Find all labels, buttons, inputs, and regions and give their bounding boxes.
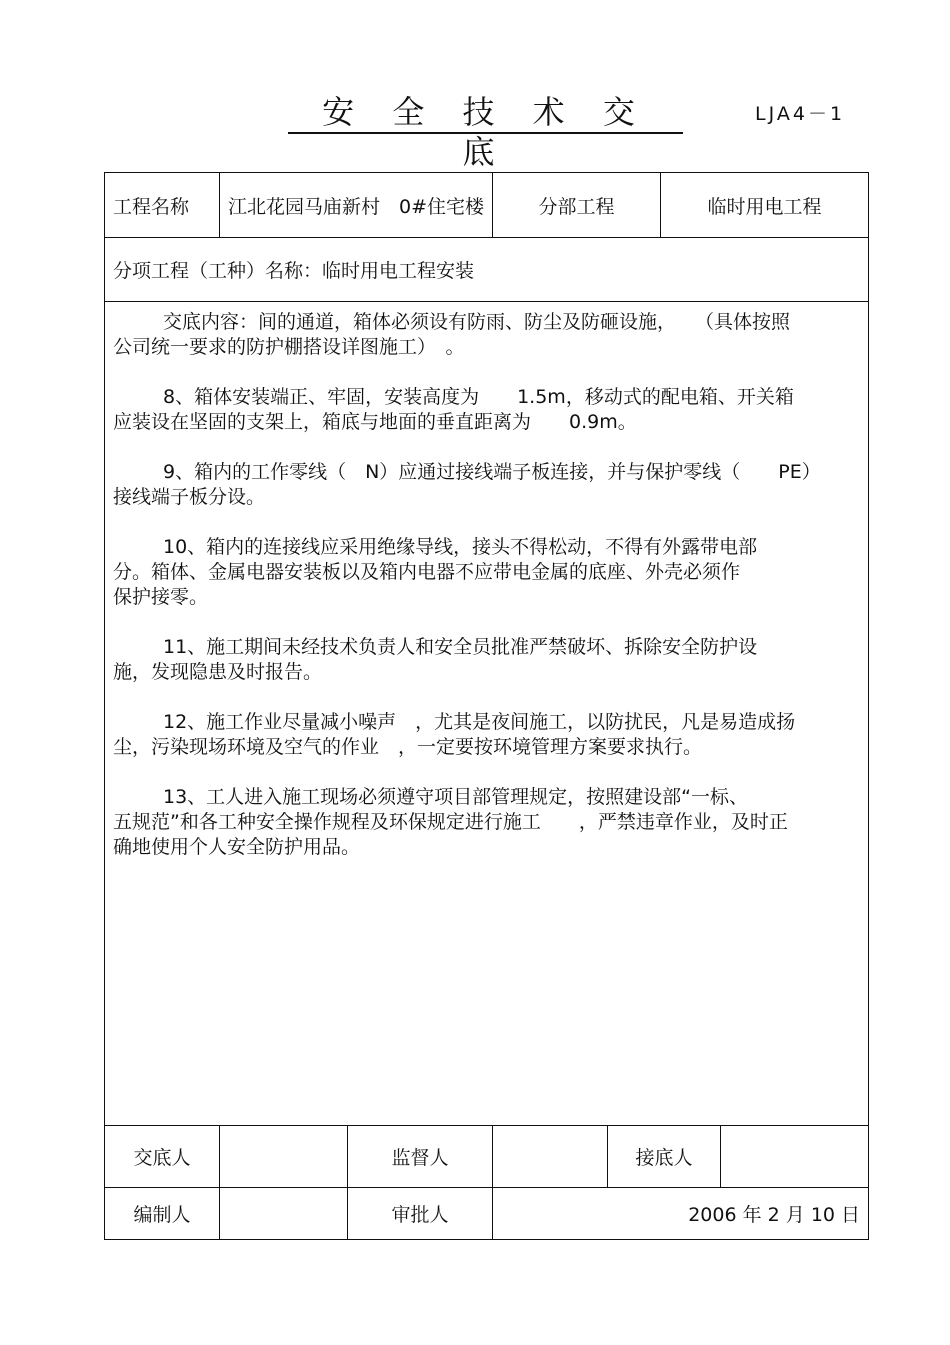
paragraph-4 xyxy=(113,535,860,610)
paragraph-1 xyxy=(113,310,860,360)
paragraph-7 xyxy=(113,785,860,860)
presenter-value xyxy=(220,1126,348,1188)
document-code: LJA4－1 xyxy=(755,103,846,125)
paragraph-line: 交底内容：间的通道，箱体必须设有防雨、防尘及防砸设施， （具体按照 xyxy=(163,311,791,333)
paragraph-line: 10、箱内的连接线应采用绝缘导线，接头不得松动，不得有外露带电部 xyxy=(163,536,758,558)
paragraph-line: 12、施工作业尽量减小噪声 ，尤其是夜间施工，以防扰民，凡是易造成扬 xyxy=(163,711,796,733)
paragraph-line: 接线端子板分设。 xyxy=(113,486,266,508)
receiver-value xyxy=(721,1126,869,1188)
paragraph-line: 五规范”和各工种安全操作规程及环保规定进行施工 ，严禁违章作业，及时正 xyxy=(113,811,788,833)
content-row xyxy=(105,302,869,1126)
author-label: 编制人 xyxy=(105,1188,220,1240)
disclosure-table xyxy=(104,172,869,1240)
signature-row xyxy=(105,1126,869,1188)
paragraph-line: 分。箱体、金属电器安装板以及箱内电器不应带电金属的底座、外壳必须作 xyxy=(113,561,741,583)
paragraph-line: 应装设在坚固的支架上，箱底与地面的垂直距离为 0.9m。 xyxy=(113,411,637,433)
presenter-label: 交底人 xyxy=(105,1126,220,1188)
paragraph-line: 11、施工期间未经技术负责人和安全员批准严禁破坏、拆除安全防护设 xyxy=(163,636,758,658)
project-row xyxy=(105,173,869,238)
supervisor-label: 监督人 xyxy=(348,1126,493,1188)
author-value xyxy=(220,1188,348,1240)
paragraph-2 xyxy=(113,385,860,435)
division-label: 分部工程 xyxy=(493,173,661,238)
project-name-value: 江北花园马庙新村 0#住宅楼 xyxy=(220,173,493,238)
paragraph-6 xyxy=(113,710,860,760)
subitem-row xyxy=(105,238,869,302)
subitem-name: 分项工程（工种）名称：临时用电工程安装 xyxy=(105,238,869,302)
paragraph-line: 保护接零。 xyxy=(113,586,209,608)
document-title: 安 全 技 术 交 底 xyxy=(288,92,683,134)
disclosure-content xyxy=(105,302,868,860)
approval-row xyxy=(105,1188,869,1240)
paragraph-line: 8、箱体安装端正、牢固，安装高度为 1.5m，移动式的配电箱、开关箱 xyxy=(163,386,794,408)
paragraph-3 xyxy=(113,460,860,510)
paragraph-line: 13、工人进入施工现场必须遵守项目部管理规定，按照建设部“一标、 xyxy=(163,786,749,808)
paragraph-5 xyxy=(113,635,860,685)
paragraph-line: 尘，污染现场环境及空气的作业 ，一定要按环境管理方案要求执行。 xyxy=(113,736,703,758)
approval-date: 2006 年 2 月 10 日 xyxy=(493,1188,869,1240)
paragraph-line: 公司统一要求的防护棚搭设详图施工） 。 xyxy=(113,336,465,358)
approver-label: 审批人 xyxy=(348,1188,493,1240)
paragraph-line: 施，发现隐患及时报告。 xyxy=(113,661,323,683)
receiver-label: 接底人 xyxy=(608,1126,721,1188)
content-cell xyxy=(105,302,869,1126)
paragraph-line: 确地使用个人安全防护用品。 xyxy=(113,836,361,858)
division-value: 临时用电工程 xyxy=(661,173,869,238)
supervisor-value xyxy=(493,1126,608,1188)
paragraph-line: 9、箱内的工作零线（ N）应通过接线端子板连接，并与保护零线（ PE） xyxy=(163,461,821,483)
project-name-label: 工程名称 xyxy=(105,173,220,238)
